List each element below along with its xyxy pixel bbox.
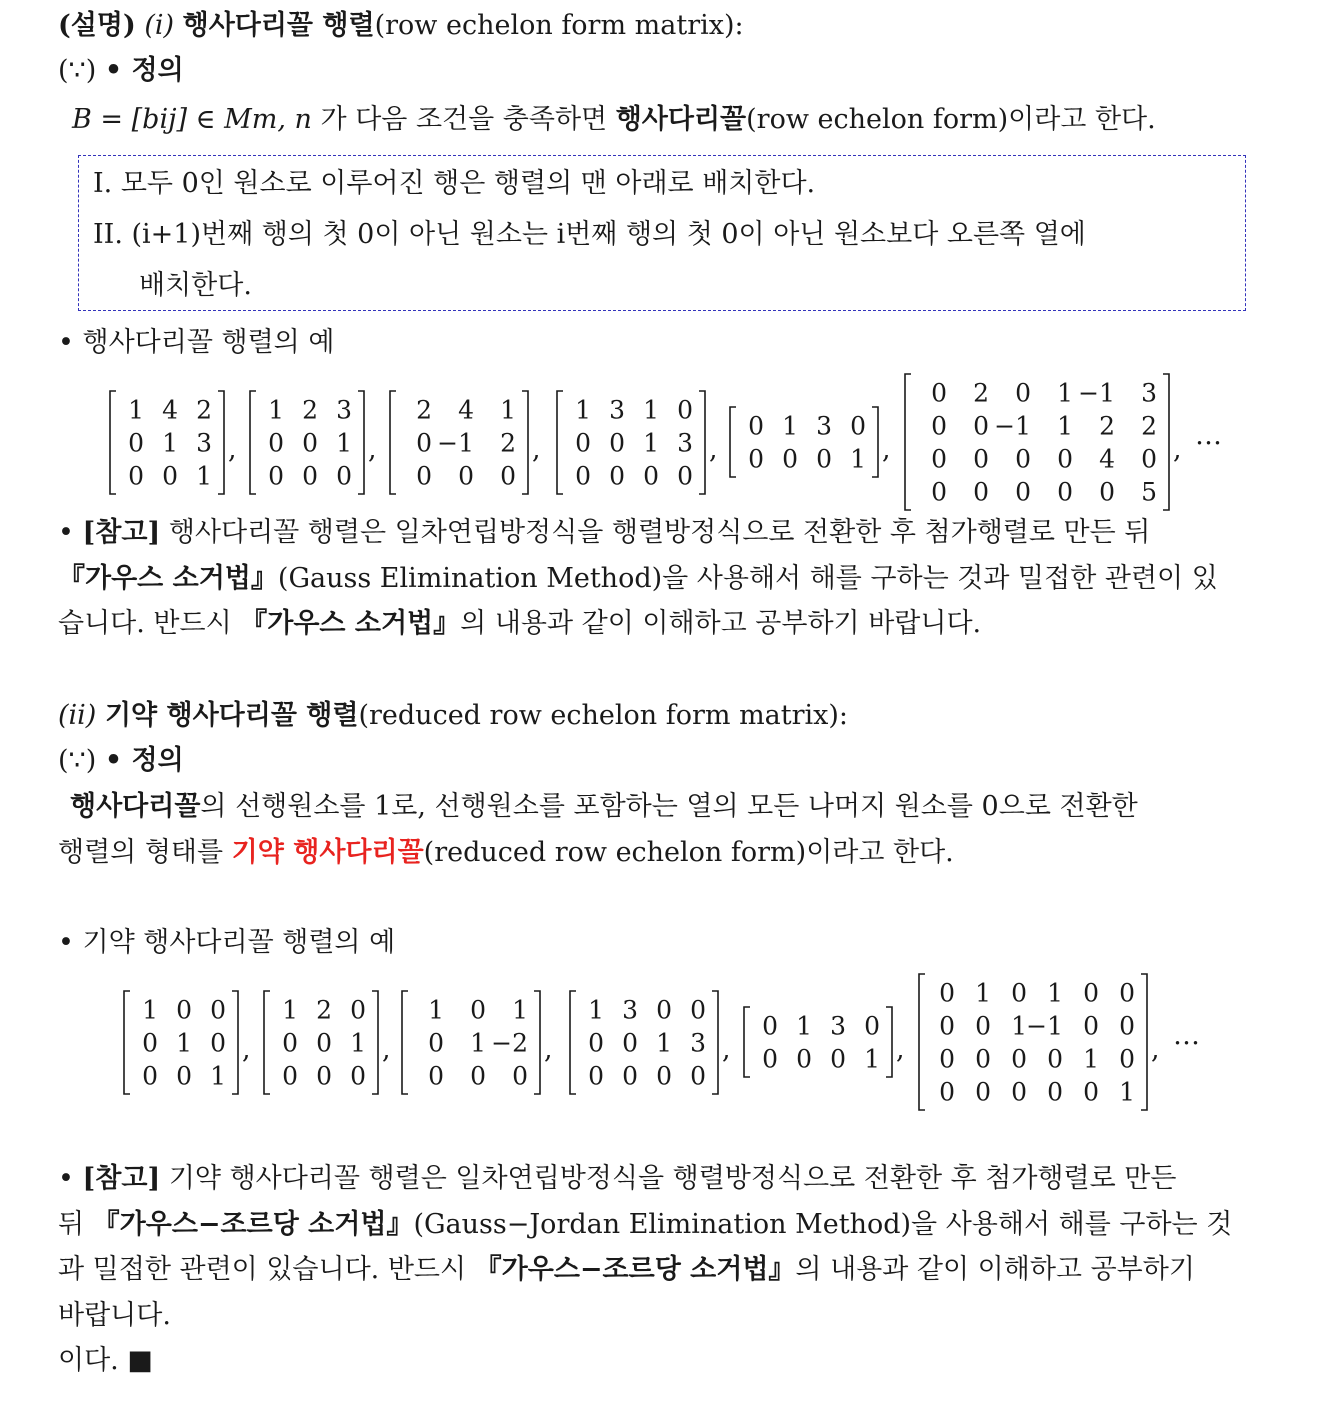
note-bullet: • xyxy=(58,517,83,548)
definition-text-1: 가 다음 조건을 충족하면 xyxy=(320,104,616,135)
matrix-entry: 0 xyxy=(128,461,144,491)
right-bracket xyxy=(712,991,718,1094)
comma-separator: , xyxy=(1151,1034,1160,1065)
matrix-entry: 1 xyxy=(470,1028,486,1058)
matrix-entry: 4 xyxy=(458,395,474,425)
left-bracket xyxy=(905,374,911,510)
matrix-entry: 3 xyxy=(622,995,638,1025)
condition-2-continued: 배치한다. xyxy=(139,270,252,301)
matrix-entry: 0 xyxy=(1011,1077,1027,1107)
matrix-entry: 0 xyxy=(1141,444,1157,474)
matrix-entry: 0 xyxy=(1083,1077,1099,1107)
rref-note-line-3 xyxy=(58,1250,1195,1290)
heading-title: 기약 행사다리꼴 행렬 xyxy=(104,700,359,731)
matrix-entry: 0 xyxy=(428,1028,444,1058)
left-bracket xyxy=(919,974,925,1110)
matrix-entry: 1 xyxy=(512,995,528,1025)
matrix-entry: 0 xyxy=(512,1061,528,1091)
matrix-entry: 0 xyxy=(762,1044,778,1074)
conditions-box xyxy=(78,155,1246,311)
right-bracket xyxy=(232,991,238,1094)
ref-matrix-3 xyxy=(388,389,530,503)
matrix-entry: 0 xyxy=(796,1044,812,1074)
matrix-entry: 1 xyxy=(282,995,298,1025)
matrix-entry: 0 xyxy=(931,378,947,408)
comma-separator: , xyxy=(544,1034,553,1065)
right-bracket xyxy=(358,391,364,494)
comma-separator: , xyxy=(896,1034,905,1065)
matrix-entry: 0 xyxy=(1057,477,1073,507)
matrix-entry: 3 xyxy=(609,395,625,425)
matrix-entry: 2 xyxy=(416,395,432,425)
ending-line: 이다. ■ xyxy=(58,1345,153,1376)
rref-matrix-6 xyxy=(917,972,1149,1119)
matrix-entry: 3 xyxy=(830,1011,846,1041)
matrix-entry: 0 xyxy=(282,1028,298,1058)
definition-text: 행렬의 형태를 xyxy=(58,837,232,868)
matrix-entry: 0 xyxy=(588,1061,604,1091)
comma-separator: , xyxy=(882,434,891,465)
note-text: 기약 행사다리꼴 행렬은 일차연립방정식을 행렬방정식으로 전환한 후 첨가행렬로 만든 xyxy=(160,1163,1177,1194)
matrix-entry: 0 xyxy=(643,461,659,491)
note-text: 의 내용과 같이 이해하고 공부하기 바랍니다. xyxy=(460,608,982,639)
matrix-entry: 1 xyxy=(656,1028,672,1058)
rref-example-label: • 기약 행사다리꼴 행렬의 예 xyxy=(58,927,396,958)
matrix-entry: 1 xyxy=(500,395,516,425)
matrix-entry: 0 xyxy=(677,395,693,425)
matrix-entry: 0 xyxy=(939,1077,955,1107)
left-bracket xyxy=(570,991,576,1094)
heading-english: (reduced row echelon form matrix): xyxy=(358,700,849,731)
matrix-entry: 0 xyxy=(142,1028,158,1058)
matrix-entry: 0 xyxy=(282,1061,298,1091)
matrix-entry: 0 xyxy=(939,978,955,1008)
matrix-entry: 1 xyxy=(176,1028,192,1058)
note-text: 의 내용과 같이 이해하고 공부하기 xyxy=(795,1254,1195,1285)
matrix-entry: 0 xyxy=(973,411,989,441)
matrix-entry: 1 xyxy=(142,995,158,1025)
matrix-entry: 1 xyxy=(1011,1011,1027,1041)
note-text: 뒤 xyxy=(58,1209,93,1240)
ref-example-label: • 행사다리꼴 행렬의 예 xyxy=(58,327,335,358)
matrix-entry: 0 xyxy=(690,995,706,1025)
condition-1: I. 모두 0인 원소로 이루어진 행은 행렬의 맨 아래로 배치한다. xyxy=(93,168,816,199)
note-text: 행사다리꼴 행렬은 일차연립방정식을 행렬방정식으로 전환한 후 첨가행렬로 만든 뒤 xyxy=(160,517,1151,548)
right-bracket xyxy=(522,391,528,494)
matrix-entry: 0 xyxy=(1011,1044,1027,1074)
matrix-entry: 0 xyxy=(609,428,625,458)
matrix-entry: 1 xyxy=(1057,411,1073,441)
because-symbol: (∵) xyxy=(58,745,97,776)
matrix-entry: 0 xyxy=(302,428,318,458)
matrix-entry: 0 xyxy=(428,1061,444,1091)
matrix-entry: 0 xyxy=(975,1077,991,1107)
matrix-entry: 0 xyxy=(142,1061,158,1091)
matrix-entry: 0 xyxy=(210,1028,226,1058)
note-bullet: • xyxy=(58,1163,83,1194)
ref-note-line-3 xyxy=(58,604,981,644)
matrix-entry: 0 xyxy=(458,461,474,491)
ref-matrix-2 xyxy=(248,389,366,503)
matrix-entry: 0 xyxy=(302,461,318,491)
matrix-entry: 3 xyxy=(816,411,832,441)
matrix-entry: 0 xyxy=(316,1028,332,1058)
matrix-entry: 0 xyxy=(470,1061,486,1091)
matrix-entry: 0 xyxy=(1119,1044,1135,1074)
note-text: (Gauss Elimination Method)을 사용해서 해를 구하는 것과 밀접한 관련이 있 xyxy=(277,563,1218,594)
matrix-entry: 0 xyxy=(1083,1011,1099,1041)
comma-separator: , xyxy=(228,434,237,465)
comma-separator: , xyxy=(242,1034,251,1065)
matrix-entry: 1 xyxy=(162,428,178,458)
matrix-entry: 2 xyxy=(1141,411,1157,441)
note-label: [참고] xyxy=(82,517,161,548)
heading-prefix: (설명) xyxy=(58,10,136,41)
matrix-entry: 4 xyxy=(162,395,178,425)
section2-heading xyxy=(58,696,848,736)
comma-separator: , xyxy=(722,1034,731,1065)
matrix-entry: 0 xyxy=(931,444,947,474)
definition-label: • 정의 xyxy=(104,745,184,776)
matrix-entry: 1 xyxy=(975,978,991,1008)
matrix-entry: 0 xyxy=(939,1011,955,1041)
matrix-entry: 3 xyxy=(336,395,352,425)
matrix-entry: 1 xyxy=(575,395,591,425)
left-bracket xyxy=(124,991,130,1094)
comma-separator: , xyxy=(709,434,718,465)
rref-note-line-1 xyxy=(58,1159,1176,1199)
because-symbol: (∵) xyxy=(58,55,97,86)
matrix-entry: 0 xyxy=(931,477,947,507)
matrix-entry: 2 xyxy=(973,378,989,408)
matrix-entry: 0 xyxy=(973,477,989,507)
left-bracket xyxy=(402,991,408,1094)
matrix-entry: 5 xyxy=(1141,477,1157,507)
matrix-entry: 0 xyxy=(128,428,144,458)
matrix-entry: 0 xyxy=(975,1011,991,1041)
matrix-entry: 0 xyxy=(575,428,591,458)
heading-number: (ii) xyxy=(58,700,97,731)
ref-matrix-1 xyxy=(108,389,226,503)
note-method-name: 『가우스−조르당 소거법』 xyxy=(92,1209,414,1240)
matrix-entry: −1 xyxy=(994,411,1031,441)
heading-number: (i) xyxy=(144,10,175,41)
definition-bold: 행사다리꼴 xyxy=(70,791,201,822)
matrix-entry: 0 xyxy=(850,411,866,441)
matrix-entry: 0 xyxy=(864,1011,880,1041)
note-text: (Gauss−Jordan Elimination Method)을 사용해서 해를 구하는 것 xyxy=(413,1209,1233,1240)
note-method-name: 『가우스 소거법』 xyxy=(58,563,278,594)
matrix-entry: 1 xyxy=(1047,978,1063,1008)
matrix-entry: 0 xyxy=(931,411,947,441)
definition-text: (reduced row echelon form)이라고 한다. xyxy=(423,837,954,868)
note-method-name: 『가우스−조르당 소거법』 xyxy=(474,1254,796,1285)
matrix-entry: 0 xyxy=(268,461,284,491)
matrix-entry: 1 xyxy=(210,1061,226,1091)
matrix-entry: 0 xyxy=(210,995,226,1025)
matrix-entry: 0 xyxy=(176,995,192,1025)
definition-label: • 정의 xyxy=(104,55,184,86)
matrix-entry: 0 xyxy=(350,1061,366,1091)
definition-highlight: 기약 행사다리꼴 xyxy=(231,837,424,868)
matrix-entry: −1 xyxy=(1078,378,1115,408)
comma-separator: , xyxy=(382,1034,391,1065)
section2-definition-line-2 xyxy=(58,833,954,873)
comma-separator: , xyxy=(1173,434,1182,465)
matrix-entry: 2 xyxy=(500,428,516,458)
rref-matrix-4 xyxy=(568,989,720,1103)
matrix-entry: 2 xyxy=(1099,411,1115,441)
right-bracket xyxy=(534,991,540,1094)
matrix-entry: 1 xyxy=(1083,1044,1099,1074)
definition-text-2: (row echelon form)이라고 한다. xyxy=(746,104,1156,135)
matrix-entry: 0 xyxy=(1047,1077,1063,1107)
matrix-entry: 0 xyxy=(1119,1011,1135,1041)
note-text: 과 밀접한 관련이 있습니다. 반드시 xyxy=(58,1254,475,1285)
rref-matrix-5 xyxy=(742,1005,894,1086)
rref-matrix-2 xyxy=(262,989,380,1103)
matrix-entry: 0 xyxy=(677,461,693,491)
heading-title: 행사다리꼴 행렬 xyxy=(182,10,375,41)
left-bracket xyxy=(390,391,396,494)
matrix-entry: 3 xyxy=(1141,378,1157,408)
matrix-entry: 1 xyxy=(196,461,212,491)
ref-matrix-4 xyxy=(555,389,707,503)
matrix-entry: 0 xyxy=(500,461,516,491)
section1-definition xyxy=(72,100,1156,140)
matrix-entry: 0 xyxy=(575,461,591,491)
matrix-entry: 1 xyxy=(128,395,144,425)
left-bracket xyxy=(730,407,736,477)
matrix-entry: 0 xyxy=(336,461,352,491)
matrix-entry: 0 xyxy=(762,1011,778,1041)
matrix-entry: 0 xyxy=(162,461,178,491)
matrix-entry: 0 xyxy=(268,428,284,458)
matrix-entry: 1 xyxy=(864,1044,880,1074)
comma-separator: , xyxy=(368,434,377,465)
section1-definition-label xyxy=(58,51,184,91)
left-bracket xyxy=(110,391,116,494)
matrix-entry: 4 xyxy=(1099,444,1115,474)
matrix-entry: 0 xyxy=(350,995,366,1025)
matrix-entry: 0 xyxy=(830,1044,846,1074)
rref-matrix-1 xyxy=(122,989,240,1103)
matrix-entry: 1 xyxy=(350,1028,366,1058)
matrix-entry: 0 xyxy=(782,444,798,474)
matrix-entry: 1 xyxy=(1057,378,1073,408)
rref-matrix-3 xyxy=(400,989,542,1103)
section1-heading xyxy=(58,6,744,46)
matrix-entry: −2 xyxy=(491,1028,528,1058)
matrix-entry: 2 xyxy=(302,395,318,425)
left-bracket xyxy=(744,1007,750,1077)
left-bracket xyxy=(557,391,563,494)
matrix-entry: 0 xyxy=(656,995,672,1025)
right-bracket xyxy=(1163,374,1169,510)
left-bracket xyxy=(250,391,256,494)
condition-2: II. (i+1)번째 행의 첫 0이 아닌 원소는 i번째 행의 첫 0이 아닌 원소보다 오른쪽 열에 xyxy=(93,219,1086,250)
matrix-entry: 0 xyxy=(416,428,432,458)
matrix-entry: 0 xyxy=(609,461,625,491)
left-bracket xyxy=(264,991,270,1094)
ref-matrix-5 xyxy=(728,405,880,486)
matrix-entry: 0 xyxy=(1083,978,1099,1008)
note-label: [참고] xyxy=(82,1163,161,1194)
matrix-entry: 1 xyxy=(336,428,352,458)
section2-definition-label xyxy=(58,741,184,781)
matrix-entry: 3 xyxy=(690,1028,706,1058)
matrix-entry: 2 xyxy=(196,395,212,425)
matrix-entry: 1 xyxy=(782,411,798,441)
right-bracket xyxy=(699,391,705,494)
matrix-entry: 0 xyxy=(748,411,764,441)
heading-english: (row echelon form matrix): xyxy=(374,10,744,41)
matrix-entry: 3 xyxy=(677,428,693,458)
matrix-entry: 0 xyxy=(176,1061,192,1091)
matrix-entry: 0 xyxy=(656,1061,672,1091)
matrix-entry: 1 xyxy=(588,995,604,1025)
right-bracket xyxy=(218,391,224,494)
right-bracket xyxy=(372,991,378,1094)
ref-note-line-2 xyxy=(58,559,1218,599)
matrix-entry: 0 xyxy=(939,1044,955,1074)
section2-definition-line-1 xyxy=(70,787,1138,827)
matrix-entry: 1 xyxy=(850,444,866,474)
matrix-entry: 0 xyxy=(416,461,432,491)
note-method-name: 『가우스 소거법』 xyxy=(240,608,461,639)
matrix-entry: 0 xyxy=(316,1061,332,1091)
matrix-entry: 0 xyxy=(973,444,989,474)
matrix-entry: 0 xyxy=(622,1028,638,1058)
right-bracket xyxy=(886,1007,892,1077)
matrix-entry: 1 xyxy=(1119,1077,1135,1107)
ellipsis: … xyxy=(1173,1020,1200,1051)
matrix-entry: 0 xyxy=(470,995,486,1025)
matrix-entry: 0 xyxy=(622,1061,638,1091)
right-bracket xyxy=(872,407,878,477)
definition-bold: 행사다리꼴 xyxy=(615,104,747,135)
matrix-entry: 0 xyxy=(1015,477,1031,507)
ref-matrix-6 xyxy=(903,372,1171,519)
matrix-entry: 0 xyxy=(1057,444,1073,474)
matrix-entry: 1 xyxy=(643,428,659,458)
ref-note-line-1 xyxy=(58,513,1150,553)
matrix-entry: 0 xyxy=(1015,378,1031,408)
right-bracket xyxy=(1141,974,1147,1110)
matrix-entry: 0 xyxy=(690,1061,706,1091)
matrix-entry: 0 xyxy=(1119,978,1135,1008)
rref-note-line-4: 바랍니다. xyxy=(58,1300,171,1331)
matrix-entry: 1 xyxy=(428,995,444,1025)
matrix-entry: 0 xyxy=(1099,477,1115,507)
note-text: 습니다. 반드시 xyxy=(58,608,241,639)
matrix-entry: 0 xyxy=(588,1028,604,1058)
comma-separator: , xyxy=(532,434,541,465)
matrix-entry: 3 xyxy=(196,428,212,458)
matrix-entry: 0 xyxy=(1011,978,1027,1008)
matrix-entry: 0 xyxy=(816,444,832,474)
rref-note-line-2 xyxy=(58,1205,1232,1245)
matrix-entry: 0 xyxy=(1047,1044,1063,1074)
matrix-entry: 1 xyxy=(643,395,659,425)
matrix-entry: 0 xyxy=(748,444,764,474)
matrix-entry: 2 xyxy=(316,995,332,1025)
matrix-entry: 1 xyxy=(796,1011,812,1041)
matrix-entry: −1 xyxy=(1026,1011,1063,1041)
definition-text: 의 선행원소를 1로, 선행원소를 포함하는 열의 모든 나머지 원소를 0으로 전환한 xyxy=(200,791,1138,822)
matrix-entry: 1 xyxy=(268,395,284,425)
matrix-entry: 0 xyxy=(975,1044,991,1074)
matrix-entry: −1 xyxy=(437,428,474,458)
definition-math: B = [bij] ∈ Mm, n xyxy=(72,104,312,135)
matrix-entry: 0 xyxy=(1015,444,1031,474)
ellipsis: … xyxy=(1195,420,1222,451)
